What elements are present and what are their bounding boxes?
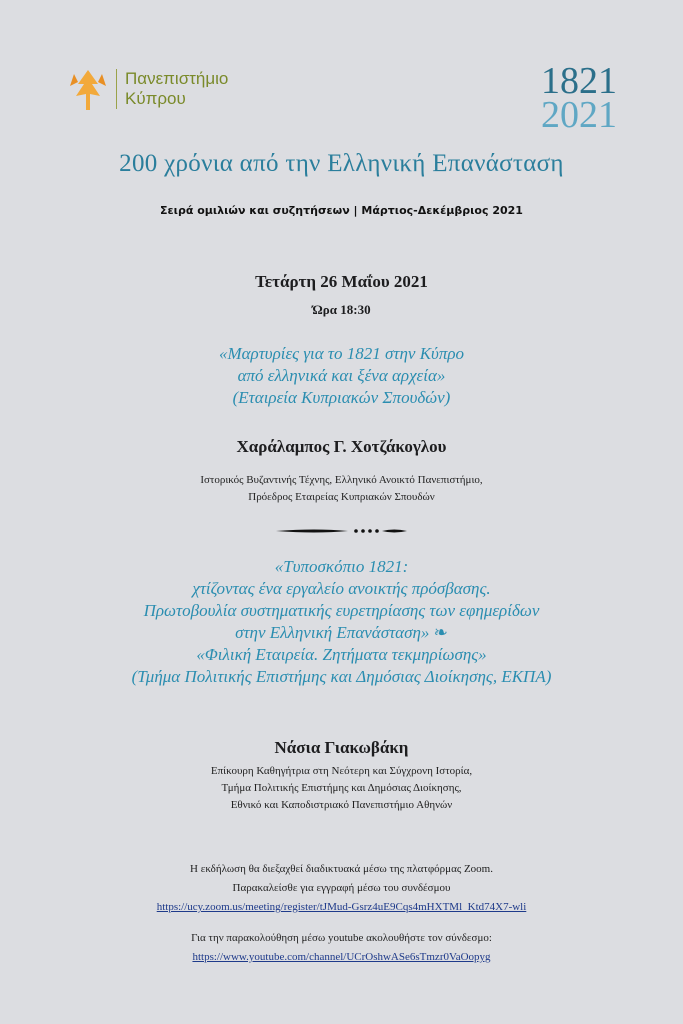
talk-1-line: (Εταιρεία Κυπριακών Σπουδών) <box>232 388 451 407</box>
zoom-info-line: Παρακαλείσθε για εγγραφή μέσω του συνδέσμου <box>232 882 451 894</box>
speaker-1-name: Χαράλαμπος Γ. Χοτζάκογλου <box>236 437 447 456</box>
talk-2-line: «Τυποσκόπιο 1821: <box>274 557 409 576</box>
zoom-info <box>0 860 683 917</box>
zoom-registration-link[interactable]: https://ucy.zoom.us/meeting/register/tJMud-Gsrz4uE9Cqs4mHXTMl_Ktd74X7-wli <box>156 901 527 913</box>
talk-2-line: χτίζοντας ένα εργαλείο ανοικτής πρόσβασης. <box>192 579 491 598</box>
affiliation-line: Τμήμα Πολιτικής Επιστήμης και Δημόσιας Διοίκησης, <box>221 782 462 794</box>
talk-2-line: στην Ελληνική Επανάσταση» <box>235 623 430 642</box>
youtube-info <box>0 929 683 967</box>
affiliation-line: Πρόεδρος Εταιρείας Κυπριακών Σπουδών <box>248 491 435 503</box>
youtube-info-line: Για την παρακολούθηση μέσω youtube ακολουθήστε τον σύνδεσμο: <box>191 932 492 944</box>
affiliation-line: Εθνικό και Καποδιστριακό Πανεπιστήμιο Αθηνών <box>230 799 453 811</box>
speaker-2-name: Νάσια Γιακωβάκη <box>274 738 409 757</box>
talk-1-line: «Μαρτυρίες για το 1821 στην Κύπρο <box>218 344 465 363</box>
talk-2-line: Πρωτοβουλία συστηματικής ευρετηρίασης των εφημερίδων <box>143 601 540 620</box>
talk-1-title <box>0 343 683 409</box>
logo-line-1: Πανεπιστήμιο <box>125 69 229 88</box>
talk-1-line: από ελληνικά και ξένα αρχεία» <box>237 366 446 385</box>
talk-2-line-with-fleuron <box>0 622 683 644</box>
logo-text <box>125 69 228 109</box>
series-subtitle: Σειρά ομιλιών και συζητήσεων | Μάρτιος-Δεκέμβριος 2021 <box>160 204 523 217</box>
youtube-channel-link[interactable]: https://www.youtube.com/channel/UCrOshwASe6sTmzr0VaOopyg <box>192 951 491 963</box>
talk-2-line: «Φιλική Εταιρεία. Ζητήματα τεκμηρίωσης» <box>196 645 487 664</box>
page-title: 200 χρόνια από την Ελληνική Επανάσταση <box>119 150 564 177</box>
anniversary-years <box>541 60 617 136</box>
zoom-info-line: Η εκδήλωση θα διεξαχθεί διαδικτυακά μέσω της πλατφόρμας Zoom. <box>190 863 493 875</box>
fleuron-icon: ❧ <box>433 623 448 642</box>
tree-logo-icon <box>66 64 110 114</box>
logo-line-2: Κύπρου <box>125 89 186 108</box>
event-date: Τετάρτη 26 Μαΐου 2021 <box>255 272 428 291</box>
speaker-2-affiliation <box>0 763 683 814</box>
year-1821: 1821 <box>541 60 617 102</box>
university-logo <box>66 64 228 114</box>
affiliation-line: Ιστορικός Βυζαντινής Τέχνης, Ελληνικό Ανοικτό Πανεπιστήμιο, <box>200 474 483 486</box>
talk-2-line: (Τμήμα Πολιτικής Επιστήμης και Δημόσιας Διοίκησης, ΕΚΠΑ) <box>131 667 552 686</box>
logo-separator <box>116 69 117 109</box>
year-2021: 2021 <box>541 94 617 136</box>
speaker-1-affiliation <box>0 472 683 506</box>
ornamental-divider <box>276 524 407 538</box>
event-time: Ώρα 18:30 <box>312 302 371 317</box>
affiliation-line: Επίκουρη Καθηγήτρια στη Νεότερη και Σύγχρονη Ιστορία, <box>210 765 473 777</box>
talk-2-title <box>0 556 683 688</box>
